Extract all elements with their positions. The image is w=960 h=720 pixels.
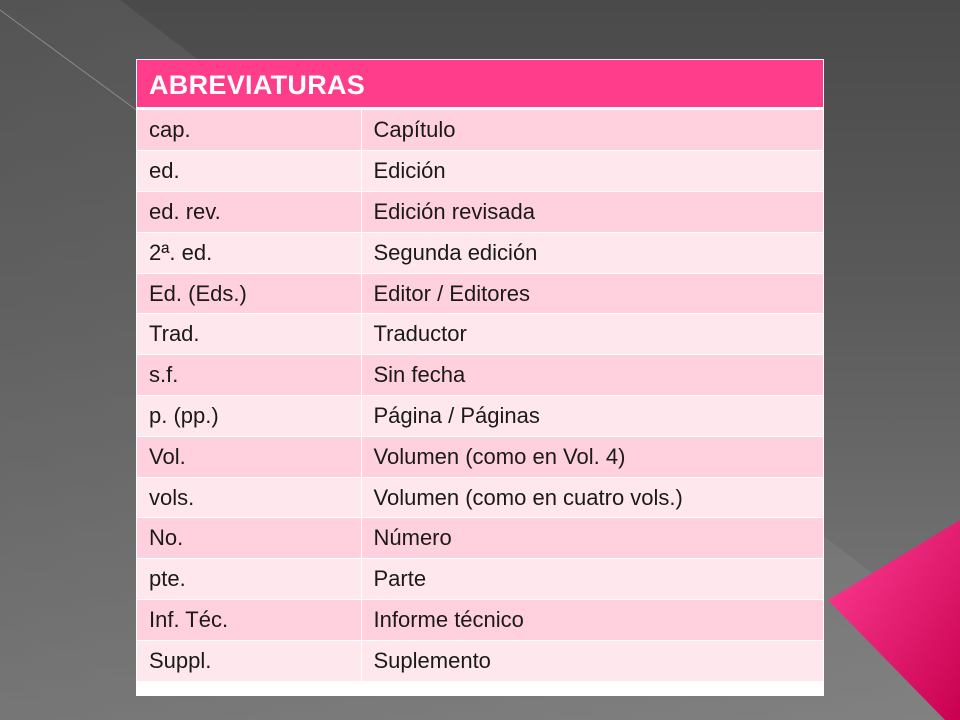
meaning-cell: Capítulo: [361, 110, 823, 151]
table-row: [137, 436, 823, 477]
table-row: [137, 314, 823, 355]
table-row: [137, 110, 823, 151]
table-row: [137, 151, 823, 192]
abbr-cell: ed.: [137, 151, 361, 192]
meaning-cell: Página / Páginas: [361, 396, 823, 437]
abbreviations-grid: [137, 110, 823, 682]
meaning-cell: Parte: [361, 559, 823, 600]
meaning-cell: Volumen (como en Vol. 4): [361, 436, 823, 477]
table-row: [137, 640, 823, 681]
abbr-cell: vols.: [137, 477, 361, 518]
abbreviations-table: [136, 59, 824, 696]
meaning-cell: Edición revisada: [361, 192, 823, 233]
table-row: [137, 273, 823, 314]
abbr-cell: ed. rev.: [137, 192, 361, 233]
table-row: [137, 232, 823, 273]
abbr-cell: 2ª. ed.: [137, 232, 361, 273]
abbr-cell: Vol.: [137, 436, 361, 477]
table-row: [137, 600, 823, 641]
abbr-cell: cap.: [137, 110, 361, 151]
table-row: [137, 477, 823, 518]
meaning-cell: Volumen (como en cuatro vols.): [361, 477, 823, 518]
table-row: [137, 396, 823, 437]
table-row: [137, 355, 823, 396]
meaning-cell: Editor / Editores: [361, 273, 823, 314]
meaning-cell: Traductor: [361, 314, 823, 355]
abbr-cell: Trad.: [137, 314, 361, 355]
meaning-cell: Número: [361, 518, 823, 559]
table-row: [137, 559, 823, 600]
abbr-cell: Ed. (Eds.): [137, 273, 361, 314]
abbr-cell: s.f.: [137, 355, 361, 396]
meaning-cell: Informe técnico: [361, 600, 823, 641]
table-row: [137, 192, 823, 233]
abbr-cell: Inf. Téc.: [137, 600, 361, 641]
meaning-cell: Suplemento: [361, 640, 823, 681]
meaning-cell: Edición: [361, 151, 823, 192]
table-row: [137, 518, 823, 559]
abbr-cell: Suppl.: [137, 640, 361, 681]
abbr-cell: p. (pp.): [137, 396, 361, 437]
meaning-cell: Segunda edición: [361, 232, 823, 273]
abbr-cell: No.: [137, 518, 361, 559]
abbr-cell: pte.: [137, 559, 361, 600]
meaning-cell: Sin fecha: [361, 355, 823, 396]
table-title: ABREVIATURAS: [137, 60, 823, 110]
